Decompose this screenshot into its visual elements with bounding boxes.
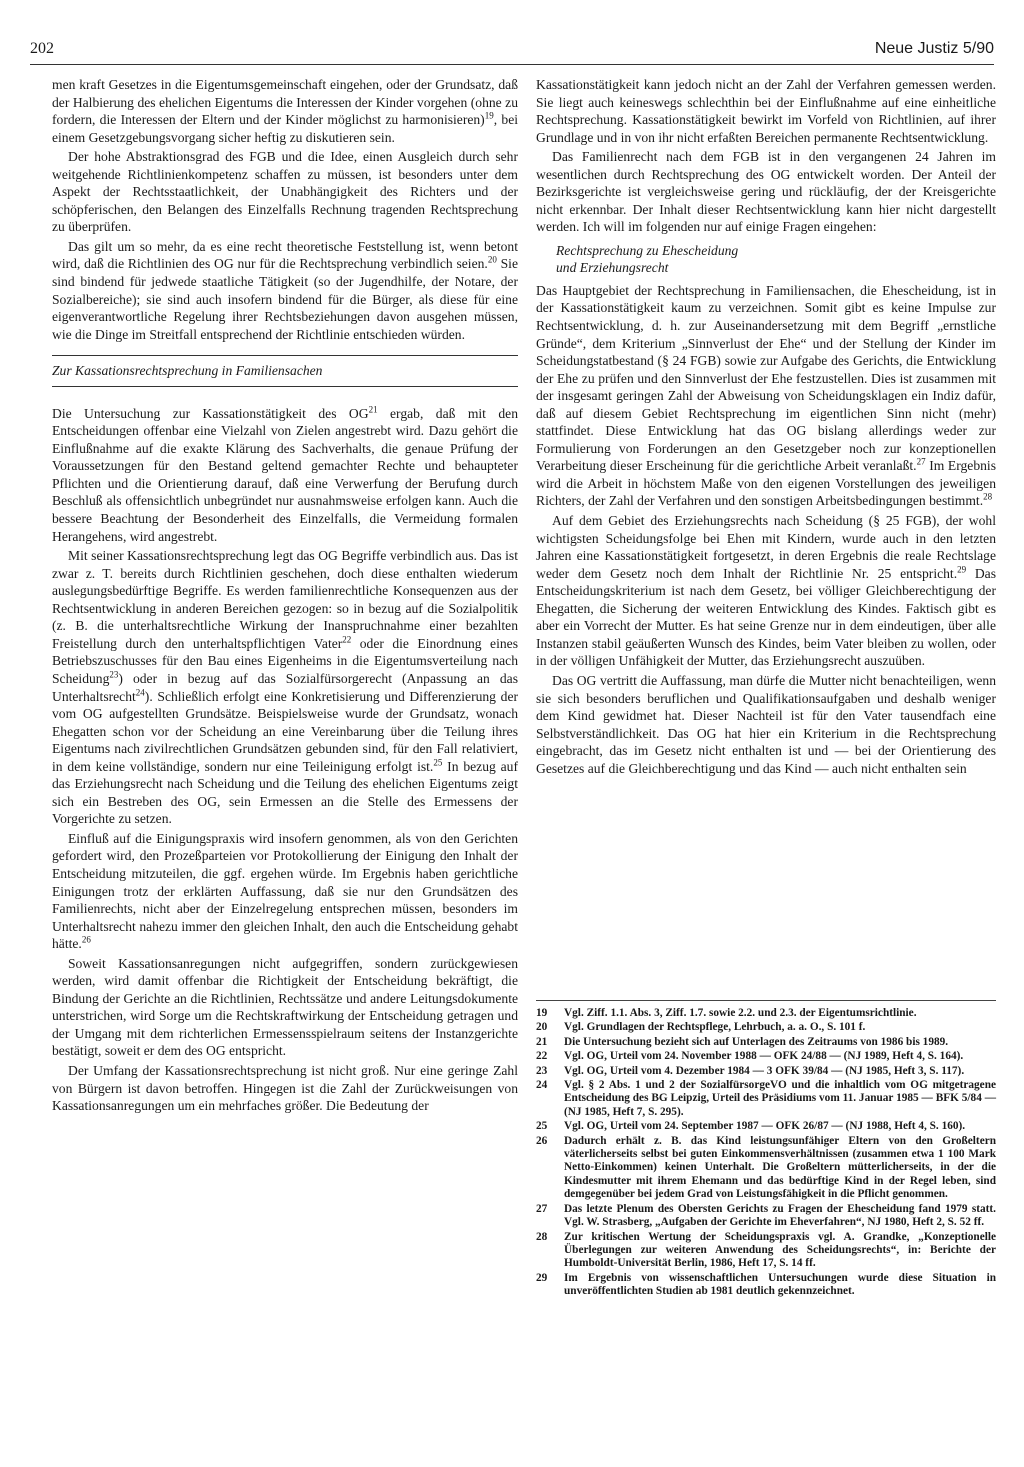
footnote-ref[interactable]: 22 <box>342 634 352 645</box>
paragraph: Das Hauptgebiet der Rechtsprechung in Familiensachen, die Ehescheidung, ist in der Kassationstätigkeit kaum zu verzeichnen. Somit gibt es keine Impulse zur Rechtsentwicklung, d. h. zur Auseinandersetzung mit dem Begriff „ernstliche Gründe“, dem Kriterium „Sinnverlust der Ehe“ und der Stellung der Kinder im Scheidungstatbestand (§ 24 FGB) sowie zur Aufgabe des Gerichts, die Entwicklung der Ehe zu prüfen und den Sinnverlust der Ehe festzustellen. Dies ist zusammen mit der insgesamt geringen Zahl der Abweisung von Scheidungsklagen ein Indiz dafür, daß auf diesem Gebiet Rechtsprechung im eigentlichen Sinn nicht (mehr) stattfindet. Diese Entwicklung hat das OG bislang allerdings weder zur Formulierung von Forderungen an den Gesetzgeber noch zur konzeptionellen Verarbeitung dieser Erscheinung für die gerichtliche Arbeit veranlaßt.$^{27}$ Im Ergebnis wird die Arbeit in höchstem Maße von den eigenen Vorstellungen des jeweiligen Richters, der Zahl der Verfahren und den sonstigen Arbeitsbedingungen bestimmt.$^{28}$ <box>536 282 996 509</box>
page-number: 202 <box>30 40 54 57</box>
paragraph: Das gilt um so mehr, da es eine recht theoretische Feststellung ist, wenn betont wird, daß die Richtlinien des OG nur für die Rechtsprechung verbindlich seien.$^{20}$ Sie sind bindend für jedwede staatliche Tätigkeit (so der Jugendhilfe, der Notare, der Sozialbereiche); sie sind auch insofern bindend für die Bürger, als diese für eine eigenverantwortliche Regelung ihrer Rechtsbeziehungen davon ausgehen müssen, wie die Dinge im Streitfall entsprechend der Richtlinie entschieden würden. <box>52 238 518 342</box>
footnote-text: Das letzte Plenum des Obersten Gerichts zu Fragen der Ehescheidung fand 1979 statt. Vgl. W. Strasberg, „Aufgaben der Gerichte im Eheverfahren“, NJ 1980, Heft 2, S. 52 ff. <box>564 1202 996 1229</box>
footnote-text: Dadurch erhält z. B. das Kind leistungsunfähiger Eltern von den Großeltern väterlicherseits selbst bei guten Einkommensverhältnissen (zusammen etwa 1 100 Mark Netto-Einkommen) keinen Unterhalt. Die Großeltern mütterlicherseits, in der die Kindesmutter mit ihrem Ehemann und das bedürftige Kind in der Regel leben, sind demgegenüber bei jedem Grad von Leistungsfähigkeit in die Pflicht genommen. <box>564 1134 996 1201</box>
footnotes <box>536 1000 996 1300</box>
footnote-number: 19 <box>536 1007 548 1019</box>
footnote-ref[interactable]: 19 <box>484 110 494 121</box>
paragraph: men kraft Gesetzes in die Eigentumsgemeinschaft eingehen, oder der Grundsatz, daß der Halbierung des ehelichen Eigentums die Interessen der Kinder vorgehen (ohne zu fordern, die Interessen der Eltern und der Kinder möglichst zu harmonisieren)$^{19}$, bei einem Gesetzgebungsvorgang sicher heftig zu diskutieren sein. <box>52 77 519 145</box>
footnote-ref[interactable]: 24 <box>135 686 145 697</box>
footnote-number: 22 <box>536 1050 548 1063</box>
footnote <box>536 1036 996 1049</box>
paragraph: Das OG vertritt die Auffassung, man dürfe die Mutter nicht benachteiligen, wenn sie sich besonders beruflichen und Qualifikationsaufgaben und deshalb weniger dem Kind gewidmet hat. Dieser Nachteil ist für den Vater tausendfach eine Selbstverständlichkeit. Das OG hat hier ein Kriterium in die Rechtsprechung eingebracht, das im Gesetz nicht enthalten ist und — bei der Orientierung des Gesetzes auf die Gleichberechtigung und das Kind — auch nicht enthalten sein <box>536 672 996 776</box>
paragraph: Soweit Kassationsanregungen nicht aufgegriffen, sondern zurückgewiesen werden, wird damit offenbar die Richtigkeit der Entscheidung bekräftigt, die Bindung der Gerichte an die Richtlinien, Rechtssätze und andere Leitungsdokumente unterstrichen, wird Sorge um die Rechtskraftwirkung der Entscheidung getragen und der Umgang mit dem richterlichen Ermessensspielraum seitens der Instanzgerichte bestätigt, soweit er dem des OG entspricht. <box>52 955 518 1059</box>
footnote-ref[interactable]: 25 <box>433 757 443 768</box>
footnote-text: Zur kritischen Wertung der Scheidungspraxis vgl. A. Grandke, „Konzeptionelle Überlegungen zur weiteren Anwendung des Scheidungsrechts“, in: Berichte der Humboldt-Universität Berlin, 1986, Heft 17, S. 14 ff. <box>564 1230 996 1270</box>
footnote-text: Im Ergebnis von wissenschaftlichen Untersuchungen wurde diese Situation in unveröffentlichten Studien ab 1981 deutlich gekennzeichnet. <box>564 1271 996 1298</box>
footnote-number: 20 <box>536 1021 548 1034</box>
page-header <box>30 40 994 65</box>
footnote-text: Vgl. Ziff. 1.1. Abs. 3, Ziff. 1.7. sowie 2.2. und 2.3. der Eigentumsrichtlinie. <box>564 1007 917 1019</box>
paragraph: Der hohe Abstraktionsgrad des FGB und die Idee, einen Ausgleich durch sehr weitgehende Richtlinienkompetenz schaffen zu müssen, ist besonders unter dem Aspekt der Rechtsstaatlichkeit, der Unabhängigkeit des Richters und der schöpferischen, den Belangen des Einzelfalls Rechnung tragenden Rechtsprechung zu überprüfen. <box>52 149 518 235</box>
sub-heading-line: und Erziehungsrecht <box>556 259 669 275</box>
footnote-ref[interactable]: 23 <box>109 669 119 680</box>
footnote-number: 26 <box>536 1134 548 1147</box>
footnote <box>536 1007 996 1020</box>
paragraph: Mit seiner Kassationsrechtsprechung legt das OG Begriffe verbindlich aus. Das ist zwar z. T. bereits durch Richtlinien geschehen, doch diese enthalten wiederum auslegungsbedürftige Begriffe. Es werden familienrechtliche Konsequenzen aus der Rechtsentwicklung in anderen Bereichen gezogen: so in bezug auf die Sozialpolitik (z. B. die unterhaltsrechtliche Wirkung der Inanspruchnahme einer bezahlten Freistellung durch den unterhaltspflichtigen Vater$^{22}$ oder die Einordnung eines Betriebszuschusses für den Bau eines Eigenheims in die Eigentumsverteilung nach Scheidung$^{23}$) oder in bezug auf das Sozialfürsorgerecht (Anpassung an das Unterhaltsrecht$^{24}$). Schließlich erfolgt eine Konkretisierung und Differenzierung der vom OG aufgestellten Grundsätze. Beispielsweise wurde der Grundsatz, wonach Ehegatten schon vor der Scheidung an eine Vereinbarung über die Teilung ihres Eigentums nach zivilrechtlichen Grundsätzen gebunden sind, für den Fall relativiert, in dem keine vollständige, sondern nur eine Teileinigung erfolgt ist.$^{25}$ In bezug auf das Erziehungsrecht nach Scheidung und die Teilung des ehelichen Eigentums zeigt sich ein Bestreben des OG, sein Ermessen an die Stelle des Ermessens der Vorgerichte zu setzen. <box>52 548 518 827</box>
footnote <box>536 1079 996 1119</box>
footnote-text: Die Untersuchung bezieht sich auf Unterlagen des Zeitraums von 1986 bis 1989. <box>564 1035 949 1048</box>
footnote-ref[interactable]: 21 <box>368 404 378 415</box>
footnote-text: Vgl. Grundlagen der Rechtspflege, Lehrbuch, a. a. O., S. 101 f. <box>564 1021 866 1034</box>
footnote <box>536 1231 996 1271</box>
footnote <box>536 1135 996 1202</box>
journal-title: Neue Justiz 5/90 <box>874 40 994 57</box>
footnote <box>536 1120 996 1133</box>
section-heading: Zur Kassationsrechtsprechung in Familiensachen <box>52 355 518 387</box>
paragraph: Kassationstätigkeit kann jedoch nicht an der Zahl der Verfahren gemessen werden. Sie liegt auch keineswegs schlechthin bei der Einflußnahme auf eine einheitliche Rechtsprechung. Kassationstätigkeit bewirkt im Vorfeld von Richtlinien, auf ihrer Grundlage und in von ihr nicht erfaßten Bereichen permanente Rechtsentwicklung. <box>536 77 996 145</box>
footnote-text: Vgl. OG, Urteil vom 24. September 1987 — OFK 26/87 — (NJ 1988, Heft 4, S. 160). <box>564 1120 966 1133</box>
paragraph: Das Familienrecht nach dem FGB ist in den vergangenen 24 Jahren im wesentlichen durch Rechtsprechung des OG entwickelt worden. Der Anteil der Bezirksgerichte ist vergleichsweise gering und rückläufig, der der Kreisgerichte nicht erkennbar. Der Inhalt dieser Rechtsentwicklung kann hier nicht dargestellt werden. Ich will im folgenden nur auf einige Fragen eingehen: <box>536 149 996 235</box>
footnote-number: 28 <box>536 1230 548 1243</box>
footnote <box>536 1272 996 1299</box>
footnote-number: 21 <box>536 1035 548 1048</box>
footnote-number: 24 <box>536 1079 548 1092</box>
footnote-number: 25 <box>536 1120 548 1133</box>
footnote-text: Vgl. § 2 Abs. 1 und 2 der SozialfürsorgeVO und die inhaltlich vom OG mitgetragene Entscheidung des BG Leipzig, Urteil des Präsidiums vom 11. Januar 1985 — BFK 5/84 — (NJ 1985, Heft 7, S. 295). <box>564 1079 996 1118</box>
footnote-ref[interactable]: 28 <box>983 491 993 502</box>
footnote-number: 27 <box>536 1202 548 1215</box>
footnote-text: Vgl. OG, Urteil vom 4. Dezember 1984 — 3 OFK 39/84 — (NJ 1985, Heft 3, S. 117). <box>564 1064 965 1077</box>
right-column <box>536 76 996 777</box>
sub-heading <box>556 242 996 276</box>
footnote <box>536 1050 996 1063</box>
paragraph: Die Untersuchung zur Kassationstätigkeit des OG$^{21}$ ergab, daß mit den Entscheidungen offenbar eine Vielzahl von Zielen angestrebt wird. Dazu gehört die Einflußnahme auf die exakte Klärung des Sachverhalts, die genaue Prüfung der Voraussetzungen für den Bestand geltend gemachter Rechte und behaupteter Pflichten und die Orientierung darauf, daß eine Verwerfung der Berufung durch Beschluß als offensichtlich unbegründet nur ausnahmsweise erfolgen kann. Auch die bessere Beachtung der Besonderheit des Einzelfalls, die Vermeidung formalen Herangehens, wird angestrebt. <box>52 404 518 544</box>
footnote <box>536 1021 996 1034</box>
footnote-text: Vgl. OG, Urteil vom 24. November 1988 — OFK 24/88 — (NJ 1989, Heft 4, S. 164). <box>564 1050 964 1063</box>
paragraph: Der Umfang der Kassationsrechtsprechung ist nicht groß. Nur eine geringe Zahl von Bürgern ist davon betroffen. Hingegen ist die Zahl der Zurückweisungen von Kassationsanregungen um ein mehrfaches größer. Die Bedeutung der <box>52 1062 518 1114</box>
sub-heading-line: Rechtsprechung zu Ehescheidung <box>556 242 739 258</box>
footnote-ref[interactable]: 27 <box>916 456 926 467</box>
footnote-ref[interactable]: 29 <box>957 564 967 575</box>
footnote <box>536 1203 996 1230</box>
footnote-number: 23 <box>536 1064 548 1077</box>
paragraph: Einfluß auf die Einigungspraxis wird insofern genommen, als von den Gerichten gefordert wird, den Prozeßparteien vor Protokollierung der Einigung den Inhalt der Entscheidung mitzuteilen, die ggf. ergehen würde. Im Ergebnis haben gerichtliche Einigungen trotz der erklärten Auffassung, daß sie nur den Grundsätzen des Familienrechts, nicht aber der Einzelregelung entsprechen müssen, besonders im Unterhaltsrecht nahezu immer den gleichen Inhalt, den auch die Entscheidung gehabt hätte.$^{26}$ <box>52 830 518 952</box>
footnote-ref[interactable]: 26 <box>81 934 91 945</box>
paragraph: Auf dem Gebiet des Erziehungsrechts nach Scheidung (§ 25 FGB), der wohl wichtigsten Scheidungsfolge bei Ehen mit Kindern, wurde auch in den letzten Jahren eine Kassationstätigkeit fortgesetzt, in deren Ergebnis die reale Rechtslage weder dem Gesetz noch dem Inhalt der Richtlinie Nr. 25 entspricht.$^{29}$ Das Entscheidungskriterium ist nach dem Gesetz, bei völliger Gleichberechtigung der Ehegatten, die Sicherung der weiteren Entwicklung des Kindes. Faktisch gibt es aber ein Vorrecht der Mutter. Es hat seine Grenze nur in dem eindeutigen, über alle Instanzen stabil geäußerten Wunsch des Kindes, beim Vater bleiben zu wollen, oder in der völligen Unfähigkeit der Mutter, das Erziehungsrecht auszuüben. <box>536 513 996 669</box>
footnote-number: 29 <box>536 1271 548 1284</box>
left-column <box>52 76 518 1115</box>
footnote <box>536 1065 996 1078</box>
footnote-ref[interactable]: 20 <box>487 254 497 265</box>
